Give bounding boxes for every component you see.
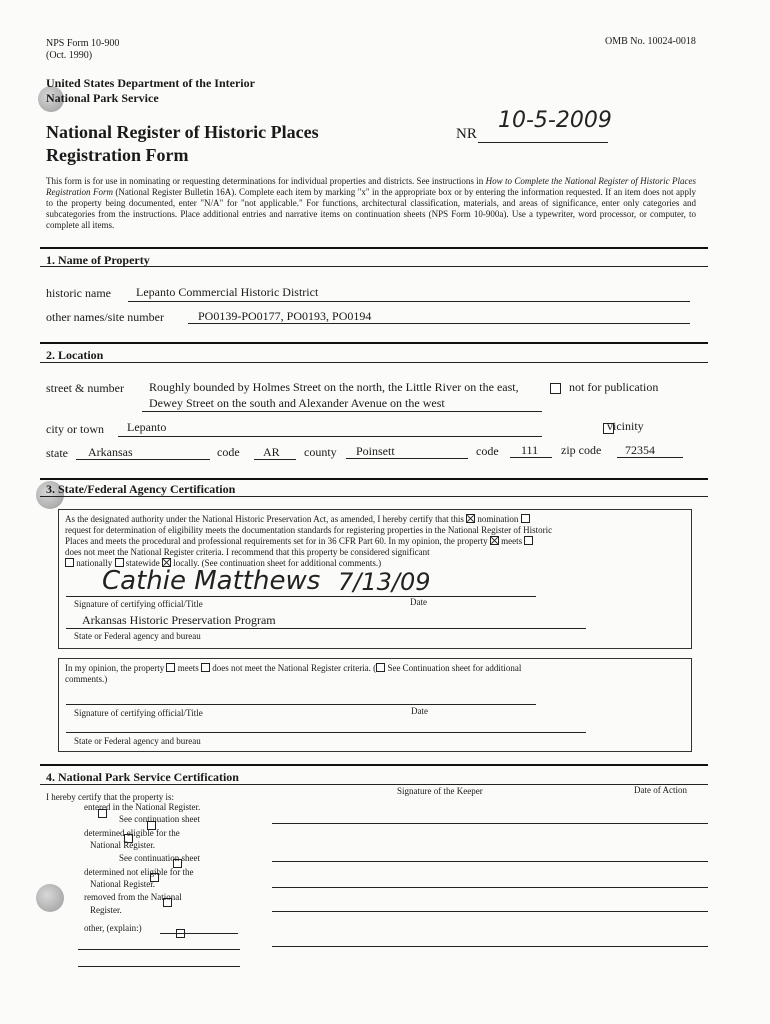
section1-top-rule bbox=[40, 247, 708, 249]
opinion-continuation-checkbox[interactable] bbox=[376, 663, 385, 672]
county-label: county bbox=[304, 445, 337, 459]
this-checkbox[interactable] bbox=[466, 514, 475, 523]
does-not-meet-checkbox[interactable] bbox=[524, 536, 533, 545]
state-line bbox=[76, 459, 210, 460]
omb-number: OMB No. 10024-0018 bbox=[605, 36, 696, 47]
other-names-line bbox=[188, 323, 690, 324]
section1-heading-rule bbox=[40, 266, 708, 267]
historic-name-value[interactable]: Lepanto Commercial Historic District bbox=[136, 285, 319, 299]
street-line1[interactable]: Roughly bounded by Holmes Street on the north, the Little River on the east, bbox=[149, 380, 519, 394]
state-value[interactable]: Arkansas bbox=[88, 445, 133, 459]
other-explain-line-2 bbox=[78, 949, 240, 950]
cert-text: As the designated authority under the National Historic Preservation Act, as amended, I hereby certify that this nomination request for determination of eligibility meets the documentation standards for registering properties in the National Register of Historic Places and meets the procedural and professional requirements set for in 36 CFR Part 60. In my opinion, the property meets does not meet the National Register criteria. I recommend that this property be considered significant nationally statewide locally. (See continuation sheet for additional comments.) bbox=[65, 514, 553, 568]
eligible-label-2: National Register. bbox=[90, 840, 155, 850]
zip-value[interactable]: 72354 bbox=[625, 443, 655, 457]
department-name: United States Department of the Interior bbox=[46, 76, 255, 90]
official-signature: Cathie Matthews bbox=[102, 566, 321, 596]
opinion-meets-checkbox[interactable] bbox=[166, 663, 175, 672]
state-label: state bbox=[46, 446, 68, 460]
nr-underline bbox=[478, 142, 608, 143]
agency-line bbox=[66, 628, 586, 629]
signature-label-2: Signature of certifying official/Title bbox=[74, 708, 203, 718]
keeper-line-5 bbox=[272, 946, 708, 947]
entered-label: entered in the National Register. bbox=[84, 802, 201, 812]
state-code-value[interactable]: AR bbox=[263, 445, 280, 459]
agency-label: State or Federal agency and bureau bbox=[74, 631, 201, 641]
keeper-line-2 bbox=[272, 861, 708, 862]
state-code-label: code bbox=[217, 445, 240, 459]
historic-name-label: historic name bbox=[46, 286, 111, 300]
eligible-label: determined eligible for the bbox=[84, 828, 180, 838]
service-name: National Park Service bbox=[46, 91, 159, 105]
see-continuation-1-label: See continuation sheet bbox=[119, 814, 200, 824]
historic-name-line bbox=[128, 301, 690, 302]
county-value[interactable]: Poinsett bbox=[356, 444, 395, 458]
signature-label: Signature of certifying official/Title bbox=[74, 599, 203, 609]
not-eligible-label-2: National Register. bbox=[90, 879, 155, 889]
opinion-text: In my opinion, the property meets does not meet the National Register criteria. ( See Continuation sheet for additional comments.) bbox=[65, 663, 522, 684]
street-line bbox=[142, 411, 542, 412]
keeper-line-1 bbox=[272, 823, 708, 824]
section2-heading-rule bbox=[40, 362, 708, 363]
removed-label-2: Register. bbox=[90, 905, 122, 915]
agency-line-2 bbox=[66, 732, 586, 733]
county-code-line bbox=[510, 457, 552, 458]
city-line bbox=[118, 436, 542, 437]
city-label: city or town bbox=[46, 422, 104, 436]
other-names-label: other names/site number bbox=[46, 310, 164, 324]
street-label: street & number bbox=[46, 381, 124, 395]
form-subtitle: Registration Form bbox=[46, 145, 189, 165]
county-line bbox=[346, 458, 468, 459]
keeper-line-3 bbox=[272, 887, 708, 888]
meets-checkbox[interactable] bbox=[490, 536, 499, 545]
agency-value[interactable]: Arkansas Historic Preservation Program bbox=[82, 613, 276, 627]
street-line2[interactable]: Dewey Street on the south and Alexander Avenue on the west bbox=[149, 396, 445, 410]
section1-heading: 1. Name of Property bbox=[46, 253, 150, 267]
instructions-text: This form is for use in nominating or requesting determinations for individual properties and districts. See instructions in How to Complete the National Register of Historic Places Registration Form (National Register Bulletin 16A). Complete each item by marking "x" in the appropriate box or by entering the information requested. If an item does not apply to the property being documented, enter "N/A" for "not applicable." For functions, architectural classification, materials, and areas of significance, enter only categories and subcategories from the instructions. Place additional entries and narrative items on continuation sheets (NPS Form 10-900a). Use a typewriter, word processor, or computer, to complete all items. bbox=[46, 176, 697, 230]
vicinity-label: vicinity bbox=[607, 419, 644, 433]
keeper-intro: I hereby certify that the property is: bbox=[46, 792, 174, 802]
form-date: (Oct. 1990) bbox=[46, 50, 93, 61]
section4-top-rule bbox=[40, 764, 708, 766]
signature-line-2 bbox=[66, 704, 536, 705]
other-names-value[interactable]: PO0139-PO0177, PO0193, PO0194 bbox=[198, 309, 372, 323]
other-label: other, (explain:) bbox=[84, 923, 142, 933]
section3-heading: 3. State/Federal Agency Certification bbox=[46, 482, 236, 496]
not-for-publication-label: not for publication bbox=[569, 380, 659, 394]
other-explain-line-3 bbox=[78, 966, 240, 967]
removed-label: removed from the National bbox=[84, 892, 182, 902]
form-title: National Register of Historic Places bbox=[46, 122, 319, 142]
zip-line bbox=[617, 457, 683, 458]
signature-date: 7/13/09 bbox=[338, 568, 431, 596]
section4-heading: 4. National Park Service Certification bbox=[46, 770, 239, 784]
date-label-2: Date bbox=[411, 706, 428, 716]
request-checkbox[interactable] bbox=[521, 514, 530, 523]
section2-heading: 2. Location bbox=[46, 348, 104, 362]
form-number: NPS Form 10-900 bbox=[46, 38, 120, 49]
nationally-checkbox[interactable] bbox=[65, 558, 74, 567]
section4-heading-rule bbox=[40, 784, 708, 785]
section3-heading-rule bbox=[40, 496, 708, 497]
punch-hole-bottom bbox=[36, 884, 64, 912]
not-for-publication-checkbox[interactable] bbox=[550, 383, 561, 394]
nr-label: NR bbox=[456, 126, 477, 142]
section2-top-rule bbox=[40, 342, 708, 344]
other-explain-line-1 bbox=[160, 933, 238, 934]
county-code-label: code bbox=[476, 444, 499, 458]
keeper-signature-label: Signature of the Keeper bbox=[397, 786, 483, 796]
signature-line bbox=[66, 596, 536, 597]
city-value[interactable]: Lepanto bbox=[127, 420, 167, 434]
state-code-line bbox=[254, 459, 296, 460]
zip-label: zip code bbox=[561, 443, 602, 457]
not-eligible-label: determined not eligible for the bbox=[84, 867, 194, 877]
agency-label-2: State or Federal agency and bureau bbox=[74, 736, 201, 746]
keeper-line-4 bbox=[272, 911, 708, 912]
opinion-not-meet-checkbox[interactable] bbox=[201, 663, 210, 672]
date-of-action-label: Date of Action bbox=[634, 785, 687, 795]
county-code-value[interactable]: 111 bbox=[521, 443, 539, 457]
nr-handwritten-date: 10-5-2009 bbox=[498, 108, 612, 133]
see-continuation-2-label: See continuation sheet bbox=[119, 853, 200, 863]
section3-top-rule bbox=[40, 478, 708, 480]
signature-date-label: Date bbox=[410, 597, 427, 607]
